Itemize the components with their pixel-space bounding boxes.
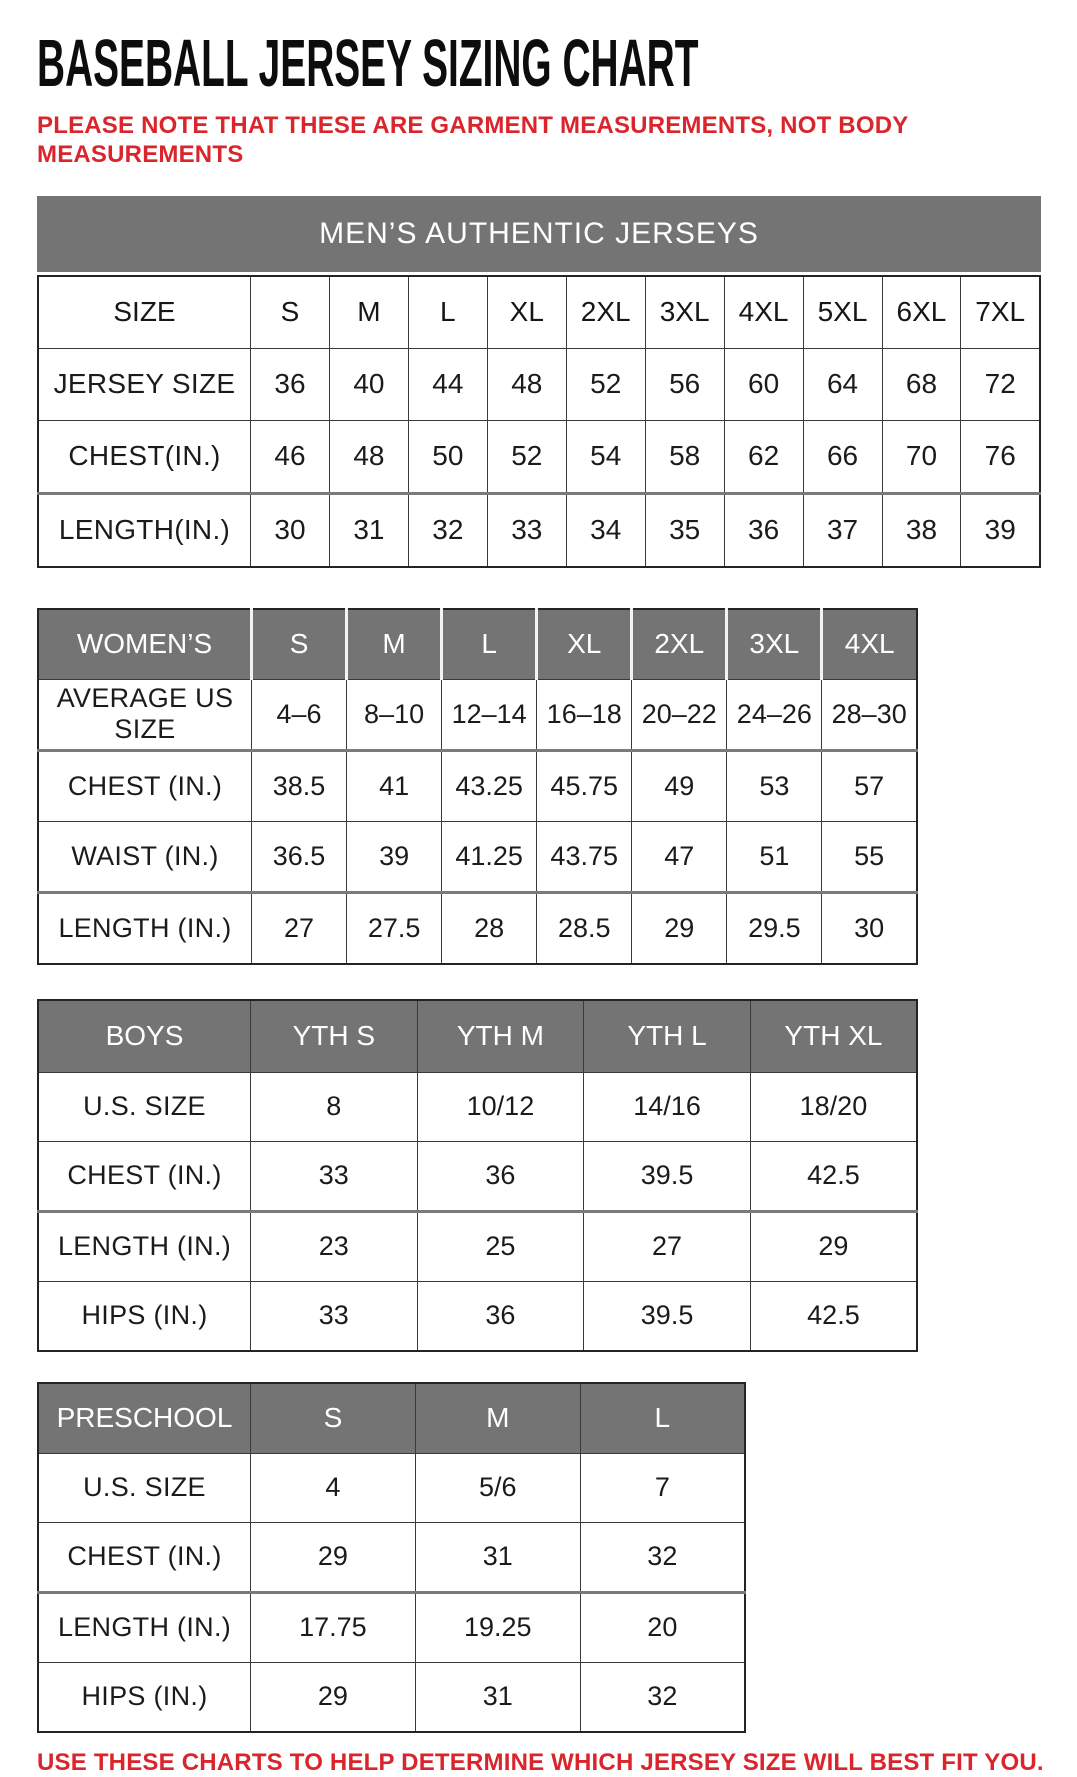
size-value-cell: 44 (408, 348, 487, 420)
size-value-cell: 36 (417, 1141, 584, 1211)
size-value-cell: 5/6 (415, 1453, 580, 1522)
column-header-cell: 2XL (566, 276, 645, 349)
size-value-cell: 39.5 (584, 1141, 751, 1211)
column-header-cell: S (251, 1383, 416, 1454)
size-value-cell: 32 (408, 493, 487, 567)
row-label-cell: CHEST (IN.) (38, 750, 252, 821)
size-value-cell: 20 (580, 1592, 745, 1662)
size-value-cell: 39.5 (584, 1281, 751, 1351)
size-value-cell: 36 (417, 1281, 584, 1351)
boys-size-table (37, 999, 918, 1352)
column-header-cell: L (442, 609, 537, 680)
column-header-cell: M (329, 276, 408, 349)
row-label-cell: U.S. SIZE (38, 1453, 251, 1522)
size-value-cell: 28 (442, 892, 537, 964)
measurement-row (38, 1211, 917, 1281)
row-label-cell: LENGTH (IN.) (38, 892, 252, 964)
size-value-cell: 31 (415, 1522, 580, 1592)
column-header-cell: YTH L (584, 1000, 751, 1073)
size-value-cell: 17.75 (251, 1592, 416, 1662)
measurement-row (38, 1072, 917, 1141)
measurement-row (38, 892, 917, 964)
column-header-cell: 3XL (727, 609, 822, 680)
size-value-cell: 30 (822, 892, 917, 964)
size-value-cell: 53 (727, 750, 822, 821)
row-label-cell: JERSEY SIZE (38, 348, 251, 420)
mens-section (37, 196, 1077, 568)
column-header-row (38, 1000, 917, 1073)
measurement-row (38, 493, 1040, 567)
row-label-cell: LENGTH (IN.) (38, 1211, 251, 1281)
preschool-size-table (37, 1382, 746, 1733)
column-header-cell: 4XL (822, 609, 917, 680)
size-value-cell: 8 (251, 1072, 418, 1141)
column-header-cell: XL (487, 276, 566, 349)
measurement-row (38, 1662, 745, 1732)
size-value-cell: 32 (580, 1662, 745, 1732)
size-value-cell: 31 (415, 1662, 580, 1732)
size-value-cell: 72 (961, 348, 1040, 420)
table-title-cell: WOMEN’S (38, 609, 252, 680)
size-value-cell: 60 (724, 348, 803, 420)
column-header-cell: L (408, 276, 487, 349)
measurement-row (38, 1522, 745, 1592)
size-value-cell: 14/16 (584, 1072, 751, 1141)
size-value-cell: 4–6 (252, 679, 347, 750)
column-header-row (38, 1383, 745, 1454)
size-value-cell: 10/12 (417, 1072, 584, 1141)
mens-banner: MEN’S AUTHENTIC JERSEYS (37, 196, 1041, 272)
size-value-cell: 33 (487, 493, 566, 567)
table-title-cell: SIZE (38, 276, 251, 349)
size-value-cell: 39 (961, 493, 1040, 567)
size-value-cell: 37 (803, 493, 882, 567)
size-value-cell: 62 (724, 420, 803, 493)
column-header-cell: M (347, 609, 442, 680)
size-value-cell: 27 (252, 892, 347, 964)
measurement-row (38, 1453, 745, 1522)
size-value-cell: 45.75 (537, 750, 632, 821)
size-value-cell: 49 (632, 750, 727, 821)
measurement-row (38, 348, 1040, 420)
measurement-row (38, 750, 917, 821)
size-value-cell: 34 (566, 493, 645, 567)
womens-section (37, 608, 1077, 965)
row-label-cell: HIPS (IN.) (38, 1281, 251, 1351)
column-header-cell: L (580, 1383, 745, 1454)
size-value-cell: 54 (566, 420, 645, 493)
size-value-cell: 35 (645, 493, 724, 567)
size-value-cell: 33 (251, 1141, 418, 1211)
size-value-cell: 36 (724, 493, 803, 567)
measurement-row (38, 679, 917, 750)
size-value-cell: 12–14 (442, 679, 537, 750)
column-header-cell: YTH XL (750, 1000, 917, 1073)
footer-note: USE THESE CHARTS TO HELP DETERMINE WHICH JERSEY SIZE WILL BEST FIT YOU. (37, 1748, 1044, 1776)
size-value-cell: 50 (408, 420, 487, 493)
size-value-cell: 40 (329, 348, 408, 420)
row-label-cell: U.S. SIZE (38, 1072, 251, 1141)
size-value-cell: 64 (803, 348, 882, 420)
size-value-cell: 56 (645, 348, 724, 420)
preschool-section (37, 1382, 1077, 1733)
size-value-cell: 29 (251, 1662, 416, 1732)
column-header-cell: S (252, 609, 347, 680)
size-value-cell: 25 (417, 1211, 584, 1281)
size-value-cell: 27 (584, 1211, 751, 1281)
boys-section (37, 999, 1077, 1352)
size-value-cell: 19.25 (415, 1592, 580, 1662)
size-value-cell: 33 (251, 1281, 418, 1351)
column-header-cell: 3XL (645, 276, 724, 349)
column-header-cell: 2XL (632, 609, 727, 680)
size-value-cell: 29 (632, 892, 727, 964)
row-label-cell: CHEST (IN.) (38, 1522, 251, 1592)
row-label-cell: AVERAGE US SIZE (38, 679, 252, 750)
womens-size-table (37, 608, 918, 965)
column-header-row (38, 609, 917, 680)
size-value-cell: 28.5 (537, 892, 632, 964)
row-label-cell: CHEST (IN.) (38, 1141, 251, 1211)
size-value-cell: 24–26 (727, 679, 822, 750)
measurement-row (38, 1281, 917, 1351)
size-value-cell: 42.5 (750, 1141, 917, 1211)
size-value-cell: 18/20 (750, 1072, 917, 1141)
size-value-cell: 36.5 (252, 821, 347, 892)
size-value-cell: 48 (487, 348, 566, 420)
column-header-row (38, 276, 1040, 349)
size-value-cell: 48 (329, 420, 408, 493)
table-title-cell: BOYS (38, 1000, 251, 1073)
size-value-cell: 68 (882, 348, 961, 420)
size-value-cell: 46 (251, 420, 330, 493)
size-value-cell: 55 (822, 821, 917, 892)
size-value-cell: 16–18 (537, 679, 632, 750)
size-value-cell: 38.5 (252, 750, 347, 821)
row-label-cell: WAIST (IN.) (38, 821, 252, 892)
row-label-cell: LENGTH(IN.) (38, 493, 251, 567)
size-value-cell: 7 (580, 1453, 745, 1522)
size-value-cell: 32 (580, 1522, 745, 1592)
size-value-cell: 66 (803, 420, 882, 493)
size-value-cell: 58 (645, 420, 724, 493)
size-value-cell: 42.5 (750, 1281, 917, 1351)
measurement-row (38, 821, 917, 892)
row-label-cell: CHEST(IN.) (38, 420, 251, 493)
row-label-cell: LENGTH (IN.) (38, 1592, 251, 1662)
size-value-cell: 29 (750, 1211, 917, 1281)
column-header-cell: S (251, 276, 330, 349)
column-header-cell: YTH S (251, 1000, 418, 1073)
size-value-cell: 39 (347, 821, 442, 892)
column-header-cell: 5XL (803, 276, 882, 349)
size-value-cell: 38 (882, 493, 961, 567)
size-value-cell: 23 (251, 1211, 418, 1281)
column-header-cell: M (415, 1383, 580, 1454)
column-header-cell: YTH M (417, 1000, 584, 1073)
size-value-cell: 28–30 (822, 679, 917, 750)
measurement-row (38, 420, 1040, 493)
size-value-cell: 52 (566, 348, 645, 420)
size-value-cell: 43.75 (537, 821, 632, 892)
page-title: BASEBALL JERSEY SIZING CHART (37, 26, 699, 101)
size-value-cell: 29 (251, 1522, 416, 1592)
size-value-cell: 4 (251, 1453, 416, 1522)
size-value-cell: 70 (882, 420, 961, 493)
size-value-cell: 41.25 (442, 821, 537, 892)
column-header-cell: 7XL (961, 276, 1040, 349)
column-header-cell: 6XL (882, 276, 961, 349)
size-value-cell: 31 (329, 493, 408, 567)
size-value-cell: 51 (727, 821, 822, 892)
size-value-cell: 20–22 (632, 679, 727, 750)
size-value-cell: 36 (251, 348, 330, 420)
size-value-cell: 76 (961, 420, 1040, 493)
row-label-cell: HIPS (IN.) (38, 1662, 251, 1732)
measurement-row (38, 1141, 917, 1211)
column-header-cell: 4XL (724, 276, 803, 349)
size-value-cell: 8–10 (347, 679, 442, 750)
size-value-cell: 52 (487, 420, 566, 493)
size-value-cell: 27.5 (347, 892, 442, 964)
size-value-cell: 43.25 (442, 750, 537, 821)
size-value-cell: 29.5 (727, 892, 822, 964)
size-value-cell: 41 (347, 750, 442, 821)
column-header-cell: XL (537, 609, 632, 680)
size-value-cell: 47 (632, 821, 727, 892)
measurement-row (38, 1592, 745, 1662)
garment-measurement-note: PLEASE NOTE THAT THESE ARE GARMENT MEASUREMENTS, NOT BODY MEASUREMENTS (37, 112, 909, 169)
size-value-cell: 57 (822, 750, 917, 821)
size-value-cell: 30 (251, 493, 330, 567)
table-title-cell: PRESCHOOL (38, 1383, 251, 1454)
mens-size-table (37, 275, 1041, 568)
